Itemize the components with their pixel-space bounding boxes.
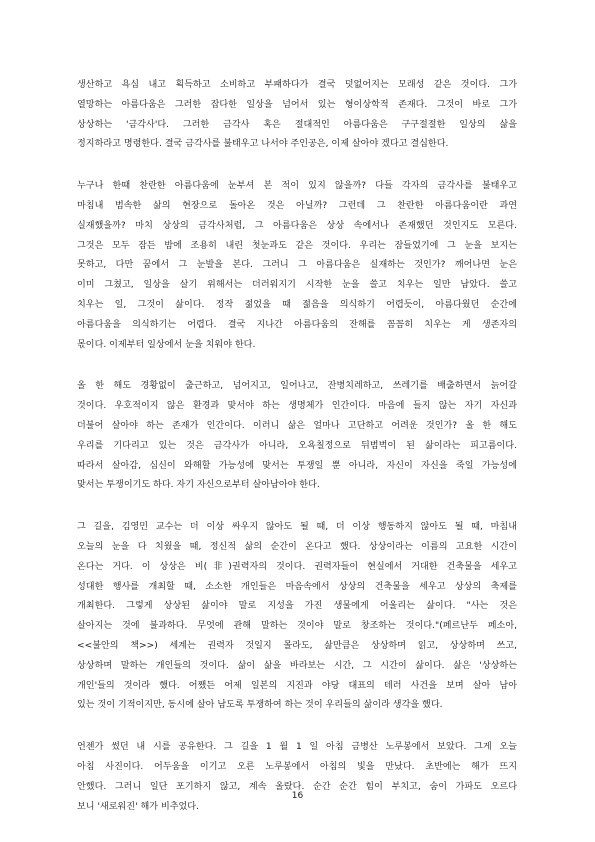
text-line: 정지하라고 명령한다. 결국 금각사를 불태우고 나서야 주인공은, 이제 살아야 겠다고 결심한다. bbox=[77, 139, 449, 150]
paragraph-1 bbox=[77, 76, 517, 155]
text-line: 상상하는 '금각사'다. 그러한 금각사 혹은 절대적인 아름다움은 구구절절한 일상의 삶을 bbox=[77, 119, 517, 130]
text-line: 누구나 한때 찬란한 아름다움에 눈부셔 본 적이 있지 않을까? 다들 각자의 금각사를 불태우고 bbox=[77, 181, 517, 192]
text-line: 그 길을, 김영민 교수는 더 이상 싸우지 않아도 될 때, 더 이상 행동하지 않아도 될 때, 마침내 bbox=[77, 522, 517, 533]
text-line: 것이다. 우호적이지 않은 환경과 맞서야 하는 생명체가 인간이다. 마음에 들지 않는 자기 자신과 bbox=[77, 401, 517, 412]
text-line: 열망하는 아름다움은 그러한 잡다한 일상을 넘어서 있는 형이상학적 존재다. 그것이 바로 그가 bbox=[77, 99, 517, 110]
text-line: 안했다. 그러니 일단 포기하지 않고, 계속 올랐다. 순간 순간 힘이 부치고, 숨이 가파도 오르다 bbox=[77, 781, 517, 792]
text-line: 못하고, 다만 꿈에서 그 눈발을 본다. 그러니 그 아름다움은 실재하는 것인가? 깨어나면 눈은 bbox=[77, 260, 517, 271]
text-line: 몫이다. 이제부터 일상에서 눈을 치워야 한다. bbox=[77, 339, 256, 350]
paragraph-4 bbox=[77, 518, 517, 716]
body-text bbox=[77, 76, 517, 839]
text-line: 따라서 살아감, 심신이 와해할 가능성에 맞서는 투쟁일 뿐 아니라, 자신이 자신을 죽일 가능성에 bbox=[77, 460, 517, 471]
paragraph-2 bbox=[77, 177, 517, 355]
text-line: 생산하고 욕심 내고 획득하고 소비하고 부패하다가 결국 덧없어지는 모래성 같은 것이다. 그가 bbox=[77, 80, 517, 90]
text-line: 올 한 해도 경황없이 출근하고, 넘어지고, 일어나고, 잔병치레하고, 쓰레기를 배출하면서 늙어갈 bbox=[77, 381, 517, 392]
paragraph-3 bbox=[77, 377, 517, 496]
text-line: 실재했을까? 마치 상상의 금각사처럼, 그 아름다움은 상상 속에서나 존재했던 것인지도 모른다. bbox=[77, 220, 517, 231]
text-line: 살아지는 것에 불과하다. 무엇에 관해 말하는 것이야 말로 창조하는 것이다."(페르난두 페소아, bbox=[77, 621, 517, 632]
text-line: 이미 그쳤고, 일상을 살기 위해서는 더러워지기 시작한 눈을 쓸고 치우는 일만 남았다. 쓸고 bbox=[77, 280, 517, 291]
text-line: 보니 '새로워진' 해가 비추었다. bbox=[77, 801, 199, 812]
text-line: 상상하며 말하는 개인들의 것이다. 삶이 삶을 바라보는 시간, 그 시간이 삶이다. 삶은 '상상하는 bbox=[77, 660, 517, 671]
text-line: 맞서는 투쟁이기도 하다. 자기 자신으로부터 살아남아야 한다. bbox=[77, 480, 320, 491]
text-line: 있는 것이 기적이지만, 동시에 살아 남도록 투쟁하여 하는 것이 우리들의 삶이라 생각을 했다. bbox=[77, 700, 443, 711]
page-number: 16 bbox=[291, 791, 304, 801]
text-line: 마침내 범속한 삶의 현장으로 돌아온 것은 아닐까? 그런데 그 찬란한 아름다움이란 과연 bbox=[77, 200, 517, 211]
text-line: 우리를 기다리고 있는 것은 금각사가 아니라, 오욕칠정으로 뒤범벅이 된 삶이라는 피고름이다. bbox=[77, 440, 517, 451]
text-line: <<불안의 책>>) 세계는 권력자 것일지 몰라도, 삶만큼은 상상하며 읽고, 상상하며 쓰고, bbox=[77, 640, 517, 651]
text-line: 그것은 모두 잠든 밤에 조용히 내린 첫눈과도 같은 것이다. 우리는 잠들었기에 그 눈을 보지는 bbox=[77, 240, 517, 251]
text-line: 언젠가 썼던 내 시를 공유한다. 그 길을 1 월 1 일 아침 금병산 노루봉에서 보았다. 그게 오늘 bbox=[77, 742, 517, 753]
paragraph-5 bbox=[77, 738, 517, 817]
text-line: 개인'들의 것이라 했다. 어쨌든 어제 일본의 지진과 야당 대표의 테러 사건을 보며 살아 남아 bbox=[77, 680, 517, 691]
text-line: 더불어 살아야 하는 존재가 인간이다. 이러니 삶은 얼마나 고단하고 어려운 것인가? 올 한 해도 bbox=[77, 420, 517, 431]
text-line: 아침 사진이다. 어두움을 이기고 오른 노루봉에서 아침의 빛을 만났다. 초반에는 해가 뜨지 bbox=[77, 761, 517, 772]
text-line: 온다는 거다. 이 상상은 비(非)권력자의 것이다. 권력자들이 현실에서 거대한 건축물을 세우고 bbox=[77, 561, 517, 572]
text-line: 치우는 일, 그것이 삶이다. 정작 젊었을 때 젊음을 의식하기 어렵듯이, 아름다웠던 순간에 bbox=[77, 299, 517, 310]
text-line: 성대한 행사를 개최할 때, 소소한 개인들은 마음속에서 상상의 건축물을 세우고 상상의 축제를 bbox=[77, 581, 517, 592]
text-line: 아름다움을 의식하기는 어렵다. 결국 지나간 아름다움의 잔해를 꼼꼼히 치우는 게 생존자의 bbox=[77, 319, 517, 330]
text-line: 개최한다. 그렇게 상상된 삶이야 말로 지성을 가진 생물에게 어울리는 삶이다. "사는 것은 bbox=[77, 601, 517, 612]
text-line: 오늘의 눈을 다 치웠을 때, 정신적 삶의 순간이 온다고 했다. 상상이라는 이름의 고요한 시간이 bbox=[77, 541, 517, 552]
